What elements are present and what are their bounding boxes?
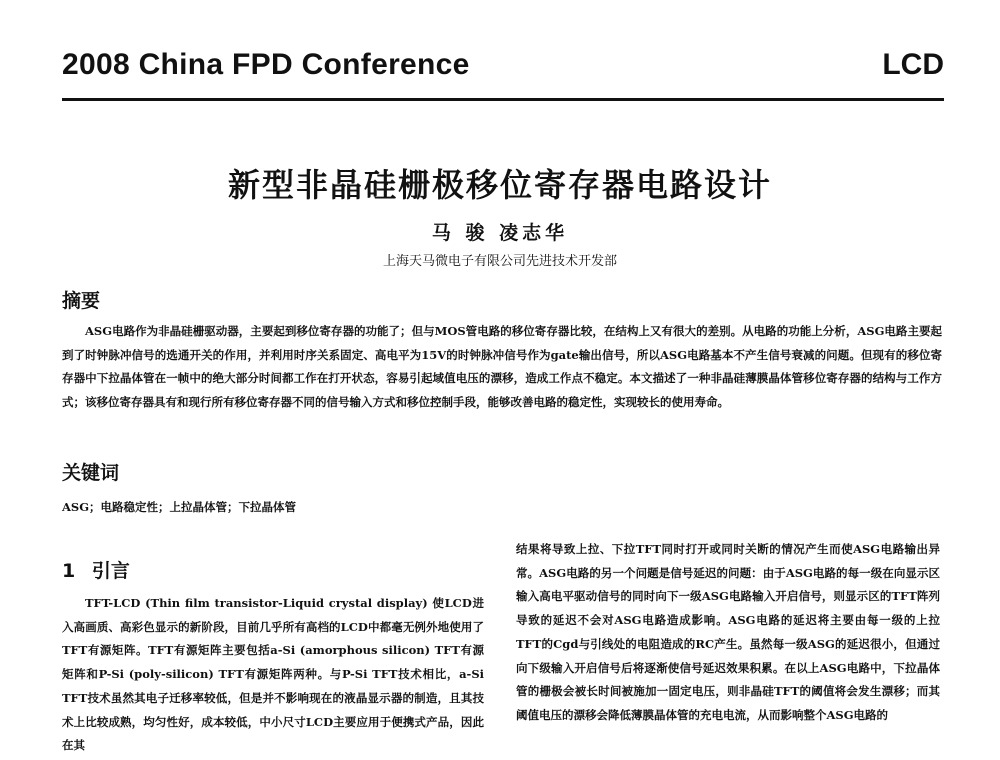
section-tag: LCD	[882, 48, 944, 81]
section-number: 1	[62, 560, 76, 582]
affiliation: 上海天马微电子有限公司先进技术开发部	[382, 254, 617, 269]
section-title: 引言	[91, 560, 130, 582]
introduction-heading	[62, 556, 130, 583]
introduction-right-column: 结果将导致上拉、下拉TFT同时打开或同时关断的情况产生而使ASG电路输出异常。ASG电路的另一个问题是信号延迟的问题：由于ASG电路的每一级在向显示区输入高电平驱动信号的同时向下一级ASG电路输入开启信号，则显示区的TFT阵列导致的延迟不会对ASG电路造成影响。ASG电路的延迟将主要由每一级的上拉TFT的Cgd与引线处的电阻造成的RC产生。虽然每一级ASG的延迟很小，但通过向下级输入开启信号后将逐渐使信号延迟效果积累。在以上ASG电路中，下拉晶体管的栅极会被长时间被施加一固定电压，则非晶硅TFT的阈值将会发生漂移；而其阈值电压的漂移会降低薄膜晶体管的充电电流，从而影响整个ASG电路的	[516, 542, 940, 722]
keywords-text: ASG；电路稳定性；上拉晶体管；下拉晶体管	[62, 500, 297, 514]
abstract-text: ASG电路作为非晶硅栅驱动器，主要起到移位寄存器的功能了；但与MOS管电路的移位寄存器比较，在结构上又有很大的差别。从电路的功能上分析，ASG电路主要起到了时钟脉冲信号的选通开关的作用，并利用时序关系固定、高电平为15V的时钟脉冲信号作为gate输出信号，所以ASG电路基本不产生信号衰减的问题。但现有的移位寄存器中下拉晶体管在一帧中的绝大部分时间都工作在打开状态，容易引起域值电压的漂移，造成工作点不稳定。本文描述了一种非晶硅薄膜晶体管移位寄存器的结构与工作方式；该移位寄存器具有和现行所有移位寄存器不同的信号输入方式和移位控制手段，能够改善电路的稳定性，实现较长的使用寿命。	[62, 324, 942, 409]
keywords-heading: 关键词	[62, 462, 120, 484]
running-header	[62, 30, 944, 101]
abstract-heading: 摘要	[62, 290, 101, 312]
paper-title: 新型非晶硅栅极移位寄存器电路设计	[227, 166, 772, 204]
authors: 马 骏 凌志华	[431, 222, 569, 244]
conference-name: 2008 China FPD Conference	[62, 48, 470, 81]
introduction-left-column: TFT-LCD (Thin film transistor-Liquid crystal display) 使LCD进入高画质、高彩色显示的新阶段，目前几乎所有高档的LCD中都毫无例外地使用了TFT有源矩阵。TFT有源矩阵主要包括a-Si (amorphous silicon) TFT有源矩阵和P-Si (poly-silicon) TFT有源矩阵两种。与P-Si TFT技术相比，a-Si TFT技术虽然其电子迁移率较低，但是并不影响现在的液晶显示器的制造，且其技术上比较成熟，均匀性好，成本较低，中小尺寸LCD主要应用于便携式产品，因此在其	[62, 596, 484, 753]
